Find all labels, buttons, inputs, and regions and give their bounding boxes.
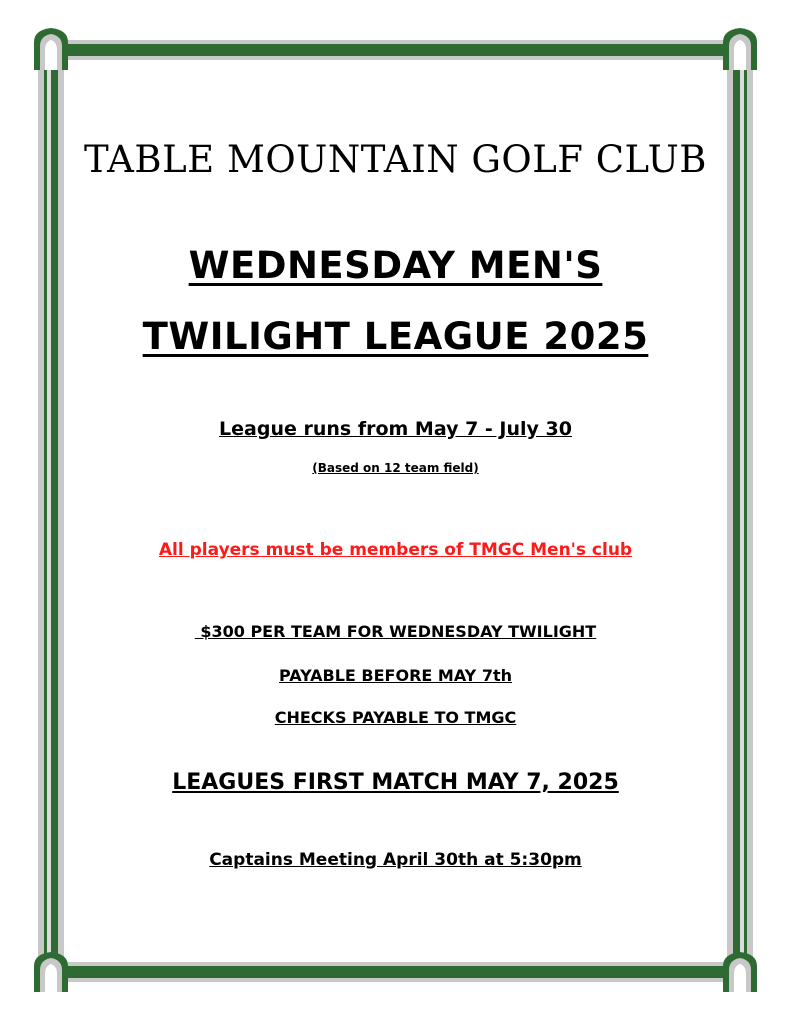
left-border	[38, 45, 64, 980]
corner-ornament-top-left	[34, 28, 68, 70]
team-fee: $300 PER TEAM FOR WEDNESDAY TWILIGHT	[194, 622, 597, 641]
corner-ornament-bottom-left	[34, 952, 68, 992]
membership-note: All players must be members of TMGC Men's club	[158, 540, 633, 560]
corner-ornament-top-right	[723, 28, 757, 70]
club-name: TABLE MOUNTAIN GOLF CLUB	[84, 138, 707, 181]
captains-meeting: Captains Meeting April 30th at 5:30pm	[209, 850, 582, 870]
league-dates: League runs from May 7 - July 30	[219, 418, 572, 440]
league-title-line2: TWILIGHT LEAGUE 2025	[142, 315, 649, 358]
corner-ornament-bottom-right	[723, 952, 757, 992]
payment-deadline: PAYABLE BEFORE MAY 7th	[278, 666, 512, 685]
field-note: (Based on 12 team field)	[312, 461, 479, 475]
right-border	[727, 45, 753, 980]
flyer-content	[70, 0, 721, 1023]
checks-payable: CHECKS PAYABLE TO TMGC	[274, 708, 517, 727]
league-title-line1: WEDNESDAY MEN'S	[188, 244, 603, 287]
first-match-date: LEAGUES FIRST MATCH MAY 7, 2025	[172, 770, 619, 795]
